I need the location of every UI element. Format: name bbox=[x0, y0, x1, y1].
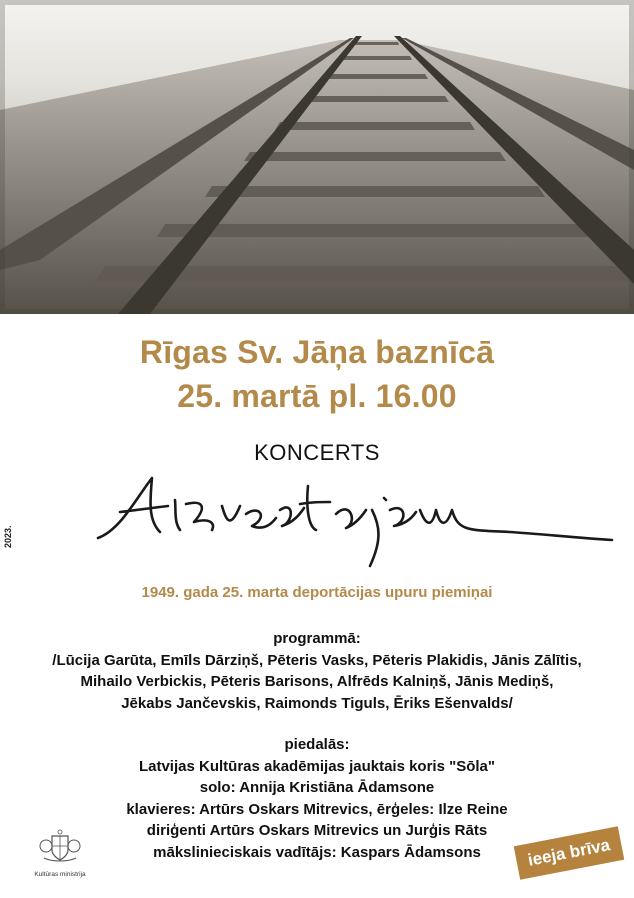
program-section bbox=[0, 628, 634, 714]
participant-line: Latvijas Kultūras akadēmijas jauktais koris "Sōla" bbox=[138, 757, 496, 775]
event-type: KONCERTS bbox=[254, 440, 380, 465]
program-line: Mihailo Verbickis, Pēteris Barisons, Alfrēds Kalniņš, Jānis Mediņš, bbox=[80, 673, 554, 690]
free-entry-badge: ieeja brīva bbox=[514, 826, 625, 880]
coat-of-arms-icon bbox=[38, 828, 82, 864]
hero-railway-photo bbox=[0, 0, 634, 314]
date-time-line: 25. martā pl. 16.00 bbox=[177, 378, 457, 414]
program-heading: programmā: bbox=[273, 630, 361, 647]
participant-line: klavieres: Artūrs Oskars Mitrevics, ērģeles: Ilze Reine bbox=[126, 800, 508, 818]
participant-line: solo: Annija Kristiāna Ādamsone bbox=[199, 779, 435, 796]
venue-line: Rīgas Sv. Jāņa baznīcā bbox=[139, 334, 495, 370]
script-title bbox=[90, 470, 620, 570]
program-line: Jēkabs Jančevskis, Raimonds Tiguls, Ēriks Ešenvalds/ bbox=[121, 694, 513, 712]
ministry-name: Kultūras ministrija bbox=[34, 871, 86, 878]
ministry-logo bbox=[28, 828, 92, 878]
memorial-subtitle: 1949. gada 25. marta deportācijas upuru piemiņai bbox=[141, 584, 493, 601]
participant-line: diriģenti Artūrs Oskars Mitrevics un Jurģis Rāts bbox=[146, 822, 488, 839]
year-label: 2023. bbox=[3, 525, 13, 548]
railway-illustration bbox=[0, 0, 634, 314]
program-line: /Lūcija Garūta, Emīls Dārziņš, Pēteris Vasks, Pēteris Plakidis, Jānis Zālītis, bbox=[52, 651, 582, 669]
participant-line: mākslinieciskais vadītājs: Kaspars Ādamsons bbox=[153, 843, 481, 861]
participants-heading: piedalās: bbox=[284, 736, 350, 753]
